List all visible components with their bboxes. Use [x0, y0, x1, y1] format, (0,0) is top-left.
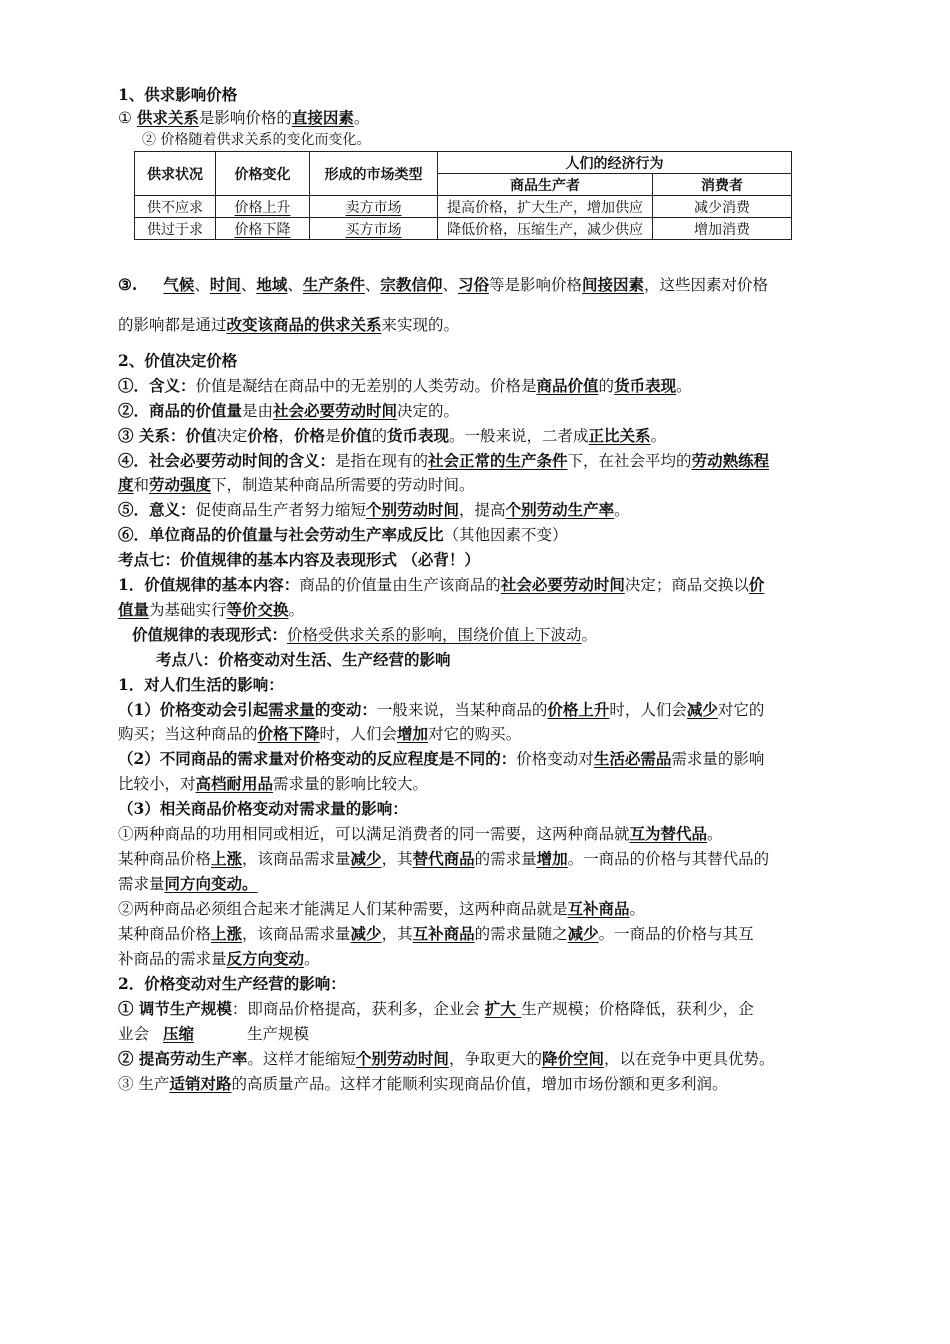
table-header: 价格变化 — [216, 152, 310, 196]
k8-para-1: （1）价格变动会引起需求量的变动：一般来说，当某种商品的价格上升时，人们会减少对它的 — [118, 700, 765, 719]
k8-para-3: （3）相关商品价格变动对需求量的影响： — [118, 799, 408, 818]
section-2-title: 2、价值决定价格 — [118, 351, 238, 370]
k8-item-2: ② 提高劳动生产率。这样才能缩短个别劳动时间，争取更大的降价空间，以在竞争中更具优势。 — [118, 1049, 775, 1068]
k8-para-2: （2）不同商品的需求量对价格变动的反应程度是不同的：价格变动对生活必需品需求量的影响 — [118, 749, 765, 768]
table-header: 形成的市场类型 — [310, 152, 438, 196]
table-cell: 提高价格，扩大生产，增加供应 — [438, 196, 653, 218]
k8-item-1: ① 调节生产规模：即商品价格提高，获利多，企业会 扩大 生产规模；价格降低，获利少，企 — [118, 999, 754, 1018]
k7-line-2: 价值规律的表现形式：价格受供求关系的影响，围绕价值上下波动。 — [132, 625, 598, 644]
table-cell: 价格下降 — [216, 218, 310, 240]
k8-para-7-cont: 补商品的需求量反方向变动。 — [118, 949, 320, 968]
s2-item-1: ①．含义：价值是凝结在商品中的无差别的人类劳动。价格是商品价值的货币表现。 — [118, 376, 692, 395]
kaodian-7-title: 考点七：价值规律的基本内容及表现形式 （必背！） — [118, 550, 480, 569]
table-cell: 减少消费 — [653, 196, 792, 218]
table-cell: 价格上升 — [216, 196, 310, 218]
k8-para-7: 某种商品价格上涨，该商品需求量减少，其互补商品的需求量随之减少。一商品的价格与其互 — [118, 924, 754, 943]
k8-para-1-cont: 购买；当这种商品的价格下降时，人们会增加对它的购买。 — [118, 724, 522, 743]
s2-item-4-cont: 度和劳动强度下，制造某种商品所需要的劳动时间。 — [118, 475, 475, 494]
s2-item-2: ②．商品的价值量是由社会必要劳动时间决定的。 — [118, 401, 460, 420]
s2-item-6: ⑥．单位商品的价值量与社会劳动生产率成反比（其他因素不变） — [118, 525, 568, 544]
table-cell: 买方市场 — [310, 218, 438, 240]
table-subheader: 消费者 — [653, 174, 792, 196]
k8-para-5-cont: 需求量同方向变动。 — [118, 874, 258, 893]
k8-item-1-cont: 业会 压缩 生产规模 — [118, 1024, 310, 1043]
k8-para-5: 某种商品价格上涨，该商品需求量减少，其替代商品的需求量增加。一商品的价格与其替代品的 — [118, 849, 770, 868]
k8-para-2-cont: 比较小，对高档耐用品需求量的影响比较大。 — [118, 774, 429, 793]
k7-line-1: 1．价值规律的基本内容：商品的价值量由生产该商品的社会必要劳动时间决定；商品交换以价 — [118, 575, 765, 594]
s2-item-5: ⑤．意义：促使商品生产者努力缩短个别劳动时间，提高个别劳动生产率。 — [118, 500, 630, 519]
table-header: 供求状况 — [135, 152, 216, 196]
s1-para-3-cont: 的影响都是通过改变该商品的供求关系来实现的。 — [118, 315, 460, 334]
section-1-title: 1、供求影响价格 — [118, 85, 238, 104]
k8-heading-2: 2．价格变动对生产经营的影响： — [118, 974, 346, 993]
k8-heading-1: 1．对人们生活的影响： — [118, 675, 284, 694]
s2-item-4: ④．社会必要劳动时间的含义：是指在现有的社会正常的生产条件下，在社会平均的劳动熟练程 — [118, 451, 770, 470]
kaodian-8-title: 考点八：价格变动对生活、生产经营的影响 — [156, 650, 451, 669]
table-row — [135, 218, 792, 240]
table-cell: 增加消费 — [653, 218, 792, 240]
k7-line-1-cont: 值量为基础实行等价交换。 — [118, 600, 305, 619]
table-cell: 卖方市场 — [310, 196, 438, 218]
table-header: 人们的经济行为 — [438, 152, 792, 174]
table-row — [135, 196, 792, 218]
table-cell: 供不应求 — [135, 196, 216, 218]
s1-para-2: ② 价格随着供求关系的变化而变化。 — [142, 132, 371, 148]
table-cell: 降低价格，压缩生产，减少供应 — [438, 218, 653, 240]
k8-para-4: ①两种商品的功用相同或相近，可以满足消费者的同一需要，这两种商品就互为替代品。 — [118, 824, 723, 843]
k8-para-6: ②两种商品必须组合起来才能满足人们某种需要，这两种商品就是互补商品。 — [118, 899, 646, 918]
s2-item-3: ③ 关系：价值决定价格，价格是价值的货币表现。一般来说，二者成正比关系。 — [118, 426, 667, 445]
supply-demand-table — [134, 151, 792, 240]
table-subheader: 商品生产者 — [438, 174, 653, 196]
s1-para-3: ③. 气候、时间、地域、生产条件、宗教信仰、习俗等是影响价格间接因素，这些因素对价格 — [118, 275, 769, 294]
k8-item-3: ③ 生产适销对路的高质量产品。这样才能顺利实现商品价值，增加市场份额和更多利润。 — [118, 1074, 728, 1093]
s1-para-1: ① 供求关系是影响价格的直接因素。 — [118, 108, 370, 127]
table-cell: 供过于求 — [135, 218, 216, 240]
